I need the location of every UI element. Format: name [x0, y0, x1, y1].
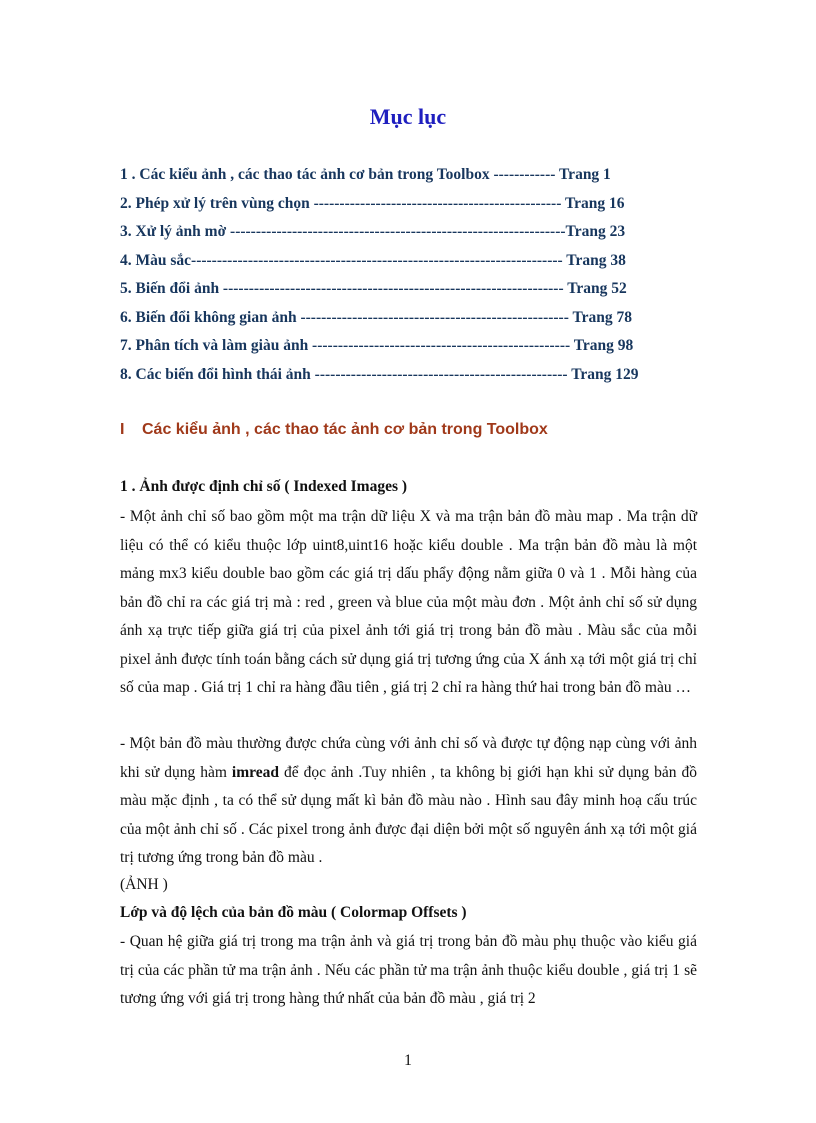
section-title: Các kiểu ảnh , các thao tác ảnh cơ bản trong Toolbox — [142, 421, 548, 438]
paragraph-indexed-images: - Một ảnh chỉ số bao gồm một ma trận dữ liệu X và ma trận bản đồ màu map . Ma trận dữ liệu có thể có kiểu thuộc lớp uint8,uint16 hoặc kiểu double . Ma trận bản đồ màu là một mảng mx3 kiểu double bao gồm các giá trị dấu phẩy động nằm giữa 0 và 1 . Mỗi hàng của bản đồ chỉ ra các giá trị mà : red , green và blue của một màu đơn . Một ảnh chỉ số sử dụng ánh xạ trực tiếp giữa giá trị của pixel ảnh tới giá trị trong bản đồ màu . Màu sắc của mỗi pixel ảnh được tính toán bằng cách sử dụng giá trị tương ứng của X ánh xạ tới một giá trị chỉ số của map . Giá trị 1 chỉ ra hàng đầu tiên , giá trị 2 chỉ ra hàng thứ hai trong bản đồ màu … — [120, 508, 697, 696]
toc-entry[interactable]: 8. Các biến đổi hình thái ảnh ------------------------------------------------- Trang 129 — [120, 365, 639, 383]
paragraph-colormap — [120, 730, 697, 873]
toc-entry[interactable]: 2. Phép xử lý trên vùng chọn ------------------------------------------------ Trang 16 — [120, 194, 625, 212]
section-number: I — [120, 421, 125, 438]
paragraph-text: - Một bản đồ màu thường được chứa cùng với ảnh chỉ số và được tự động nạp cùng với ảnh khi sử dụng hàm — [120, 735, 697, 781]
toc-entry[interactable]: 6. Biến đổi không gian ảnh ---------------------------------------------------- Trang 78 — [120, 308, 633, 326]
page-title: Mục lục — [369, 104, 447, 129]
section-heading — [120, 421, 548, 439]
page-number: 1 — [404, 1052, 412, 1069]
keyword-imread: imread — [231, 763, 279, 781]
toc-entry[interactable]: 3. Xử lý ảnh mờ -----------------------------------------------------------------Trang 23 — [120, 223, 626, 240]
toc-entry[interactable]: 4. Màu sắc------------------------------------------------------------------------ Trang 38 — [120, 251, 626, 269]
toc-entry[interactable]: 1 . Các kiểu ảnh , các thao tác ảnh cơ bản trong Toolbox ------------ Trang 1 — [120, 166, 611, 183]
image-placeholder: (ẢNH ) — [120, 876, 168, 893]
paragraph-colormap-offsets: - Quan hệ giữa giá trị trong ma trận ảnh và giá trị trong bản đồ màu phụ thuộc vào kiểu giá trị của các phần tử ma trận ảnh . Nếu các phần tử ma trận ảnh thuộc kiểu double , giá trị 1 sẽ tương ứng với giá trị trong hàng thứ nhất của bản đồ màu , giá trị 2 — [120, 933, 697, 1007]
subsection-heading-indexed-images: 1 . Ảnh được định chỉ số ( Indexed Images ) — [120, 478, 408, 495]
toc-entry[interactable]: 7. Phân tích và làm giàu ảnh -------------------------------------------------- Trang 98 — [120, 337, 634, 354]
toc-entry[interactable]: 5. Biến đổi ảnh ------------------------------------------------------------------ Trang 52 — [120, 280, 627, 297]
paragraph-text: để đọc ảnh .Tuy nhiên , ta không bị giới hạn khi sử dụng bản đồ màu mặc định , ta có thể sử dụng mất kì bản đồ màu nào . Hình sau đây minh hoạ cấu trúc của một ảnh chỉ số . Các pixel trong ảnh được đại diện bởi một số nguyên ánh xạ tới một giá trị tương ứng trong bản đồ màu . — [120, 763, 697, 866]
table-of-contents — [120, 164, 680, 392]
subsection-heading-colormap-offsets: Lớp và độ lệch của bản đồ màu ( Colormap Offsets ) — [120, 904, 467, 921]
